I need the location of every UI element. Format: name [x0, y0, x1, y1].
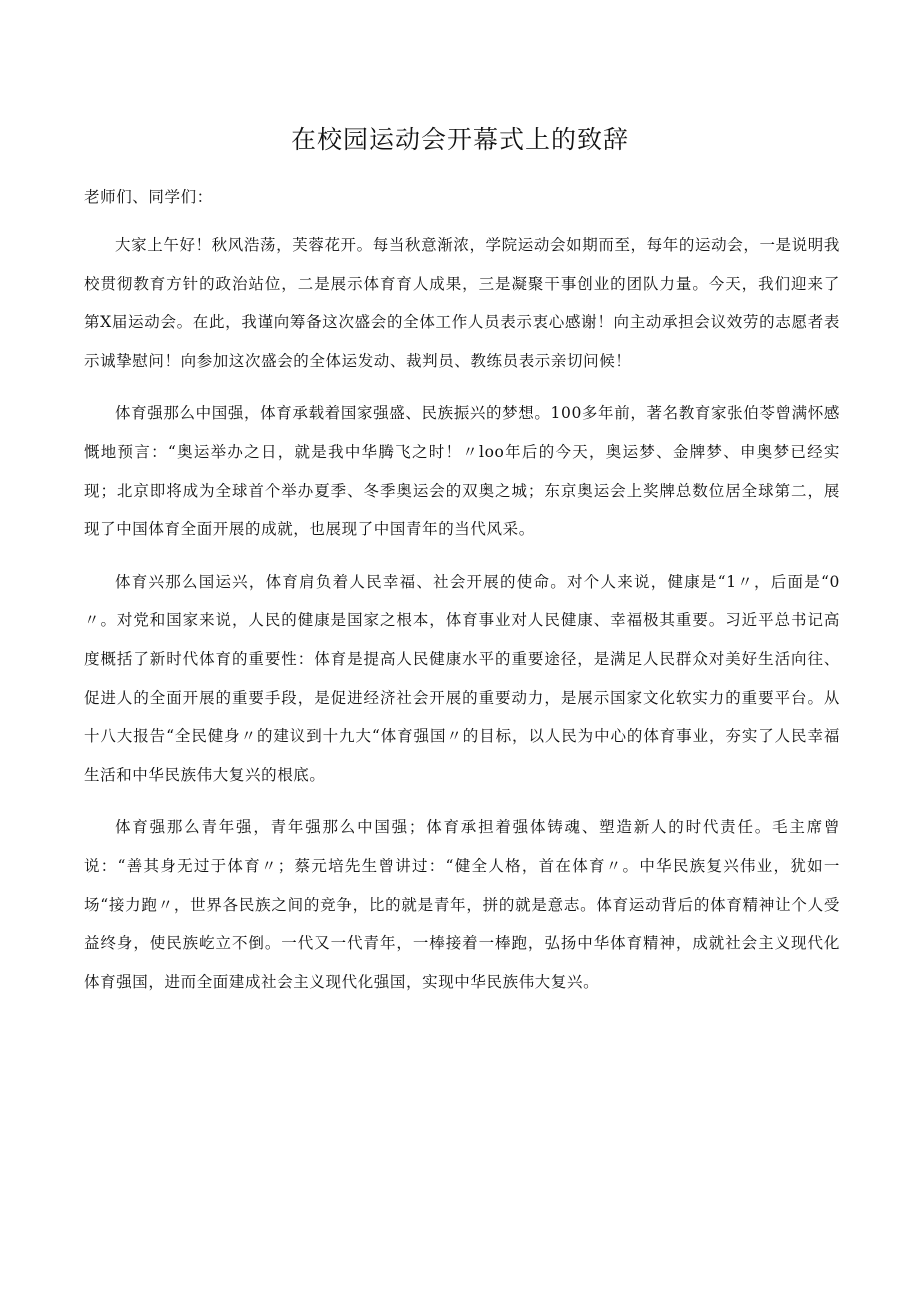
paragraph-nation-prosper: 体育兴那么国运兴，体育肩负着人民幸福、社会开展的使命。对个人来说，健康是“1〃，后面是“0〃。对党和国家来说，人民的健康是国家之根本，体育事业对人民健康、幸福极其重要。习近平总书记高度概括了新时代体育的重要性：体育是提高人民健康水平的重要途径，是满足人民群众对美好生活向往、促进人的全面开展的重要手段，是促进经济社会开展的重要动力，是展示国家文化软实力的重要平台。从十八大报告“全民健身〃的建议到十九大“体育强国〃的目标，以人民为中心的体育事业，夯实了人民幸福生活和中华民族伟大复兴的根底。: [84, 572, 840, 784]
paragraph-greeting: 大家上午好！秋风浩荡，芙蓉花开。每当秋意渐浓，学院运动会如期而至，每年的运动会，一是说明我校贯彻教育方针的政治站位，二是展示体育育人成果，三是凝聚干事创业的团队力量。今天，我们迎来了第X届运动会。在此，我谨向筹备这次盛会的全体工作人员表示衷心感谢！向主动承担会议效劳的志愿者表示诚挚慰问！向参加这次盛会的全体运发动、裁判员、教练员表示亲切问候！: [84, 236, 840, 370]
paragraph-china-strong: 体育强那么中国强，体育承载着国家强盛、民族振兴的梦想。100多年前，著名教育家张伯苓曾满怀感慨地预言：“奥运举办之日，就是我中华腾飞之时！〃loo年后的今天，奥运梦、金牌梦、申奥梦已经实现；北京即将成为全球首个举办夏季、冬季奥运会的双奥之城；东京奥运会上奖牌总数位居全球第二，展现了中国体育全面开展的成就，也展现了中国青年的当代风采。: [84, 404, 840, 539]
document-body: [84, 184, 840, 1001]
salutation: 老师们、同学们：: [84, 188, 213, 206]
paragraph-youth-strong: 体育强那么青年强，青年强那么中国强；体育承担着强体铸魂、塑造新人的时代责任。毛主席曾说：“善其身无过于体育〃；蔡元培先生曾讲过：“健全人格，首在体育〃。中华民族复兴伟业，犹如一场“接力跑〃，世界各民族之间的竞争，比的就是青年，拼的就是意志。体育运动背后的体育精神让个人受益终身，使民族屹立不倒。一代又一代青年，一棒接着一棒跑，弘扬中华体育精神，成就社会主义现代化体育强国，进而全面建成社会主义现代化强国，实现中华民族伟大复兴。: [84, 818, 840, 991]
document-title: 在校园运动会开幕式上的致辞: [290, 125, 629, 154]
